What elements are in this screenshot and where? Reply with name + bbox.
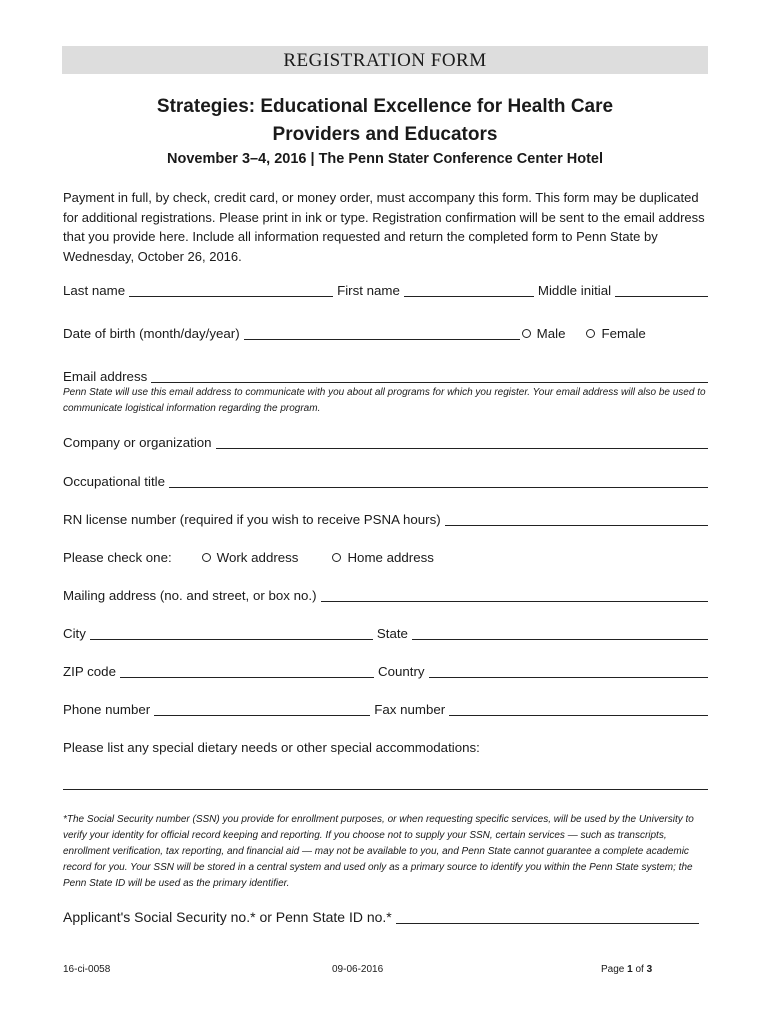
- rn-license-row: [63, 509, 708, 529]
- ssn-row: [63, 907, 699, 927]
- state-label: State: [376, 626, 408, 641]
- rn-license-label: RN license number (required if you wish to receive PSNA hours): [63, 512, 441, 527]
- address-type-row: [63, 547, 708, 567]
- dob-row: [63, 323, 708, 343]
- ssn-field[interactable]: [396, 923, 699, 924]
- company-label: Company or organization: [63, 435, 212, 450]
- form-date: 09-06-2016: [332, 964, 384, 975]
- mailing-field[interactable]: [321, 601, 708, 602]
- page-prefix: Page: [601, 964, 628, 975]
- phone-field[interactable]: [154, 715, 370, 716]
- home-address-label: Home address: [347, 550, 434, 565]
- occupation-row: [63, 471, 708, 491]
- phone-label: Phone number: [63, 702, 151, 717]
- radio-circle-icon: [586, 329, 595, 338]
- page-number: 1: [627, 964, 633, 975]
- dietary-field[interactable]: [63, 789, 708, 790]
- occupation-field[interactable]: [169, 487, 708, 488]
- dietary-row: [63, 737, 708, 757]
- page-total: 3: [646, 964, 653, 975]
- zip-country-row: [63, 661, 708, 681]
- ssn-label: Applicant's Social Security no.* or Penn State ID no.*: [63, 909, 392, 925]
- middle-initial-label: Middle initial: [537, 283, 612, 298]
- work-address-radio[interactable]: [202, 550, 299, 567]
- form-code: 16-ci-0058: [63, 964, 111, 975]
- last-name-field[interactable]: [129, 296, 333, 297]
- intro-paragraph: Payment in full, by check, credit card, or money order, must accompany this form. This form may be duplicated for additional registrations. Please print in ink or type. Registration confirmation will be sent to the email address that you provide here. Include all information requested and return the completed form to Penn State by Wednesday, October 26, 2016.: [63, 190, 705, 264]
- city-label: City: [63, 626, 86, 641]
- mailing-label: Mailing address (no. and street, or box no.): [63, 588, 317, 603]
- last-name-label: Last name: [63, 283, 126, 298]
- city-field[interactable]: [90, 639, 373, 640]
- mailing-row: [63, 585, 708, 605]
- check-one-label: Please check one:: [63, 550, 172, 565]
- email-label: Email address: [63, 369, 148, 384]
- work-address-label: Work address: [216, 550, 299, 565]
- dietary-label: Please list any special dietary needs or other special accommodations:: [63, 740, 480, 755]
- email-note: Penn State will use this email address to communicate with you about all programs for which you register. Your email address will also be used to communicate logistical information regarding the program.: [63, 387, 706, 414]
- company-field[interactable]: [216, 448, 708, 449]
- city-state-row: [63, 623, 708, 643]
- radio-circle-icon: [522, 329, 531, 338]
- occupation-label: Occupational title: [63, 474, 165, 489]
- female-label: Female: [601, 326, 646, 341]
- fax-label: Fax number: [374, 702, 446, 717]
- dob-label: Date of birth (month/day/year): [63, 326, 240, 341]
- female-radio[interactable]: [586, 326, 645, 343]
- dob-field[interactable]: [244, 339, 520, 340]
- fax-field[interactable]: [449, 715, 708, 716]
- company-row: [63, 432, 708, 452]
- male-label: Male: [536, 326, 566, 341]
- first-name-field[interactable]: [404, 296, 534, 297]
- zip-field[interactable]: [120, 677, 374, 678]
- zip-label: ZIP code: [63, 664, 116, 679]
- page-of: of: [632, 964, 647, 975]
- country-field[interactable]: [429, 677, 708, 678]
- ssn-note: *The Social Security number (SSN) you provide for enrollment purposes, or when requesting specific services, will be used by the University to verify your identity for official record keeping and reporting. If you choose not to supply your SSN, certain services — such as transcripts, enrollment verification, tax reporting, and financial aid — may not be available to you, and Penn State cannot guarantee a complete academic record for you. Your SSN will be stored in a central system and used only as a primary source to identify you within the Penn State system; the Penn State ID will be used as the primary identifier.: [63, 814, 694, 889]
- email-row: [63, 366, 708, 386]
- event-date-location: November 3–4, 2016 | The Penn Stater Conference Center Hotel: [167, 151, 603, 167]
- state-field[interactable]: [412, 639, 708, 640]
- home-address-radio[interactable]: [332, 550, 433, 567]
- middle-initial-field[interactable]: [615, 296, 708, 297]
- radio-circle-icon: [202, 553, 211, 562]
- title-line-1: Strategies: Educational Excellence for Health Care: [156, 96, 614, 117]
- rn-license-field[interactable]: [445, 525, 708, 526]
- country-label: Country: [377, 664, 425, 679]
- page-indicator: [601, 964, 652, 975]
- first-name-label: First name: [337, 283, 400, 298]
- male-radio[interactable]: [522, 326, 566, 343]
- form-banner: REGISTRATION FORM: [62, 46, 708, 74]
- email-field[interactable]: [151, 382, 708, 383]
- phone-fax-row: [63, 699, 708, 719]
- radio-circle-icon: [332, 553, 341, 562]
- name-row: [63, 280, 708, 300]
- title-line-2: Providers and Educators: [272, 124, 498, 145]
